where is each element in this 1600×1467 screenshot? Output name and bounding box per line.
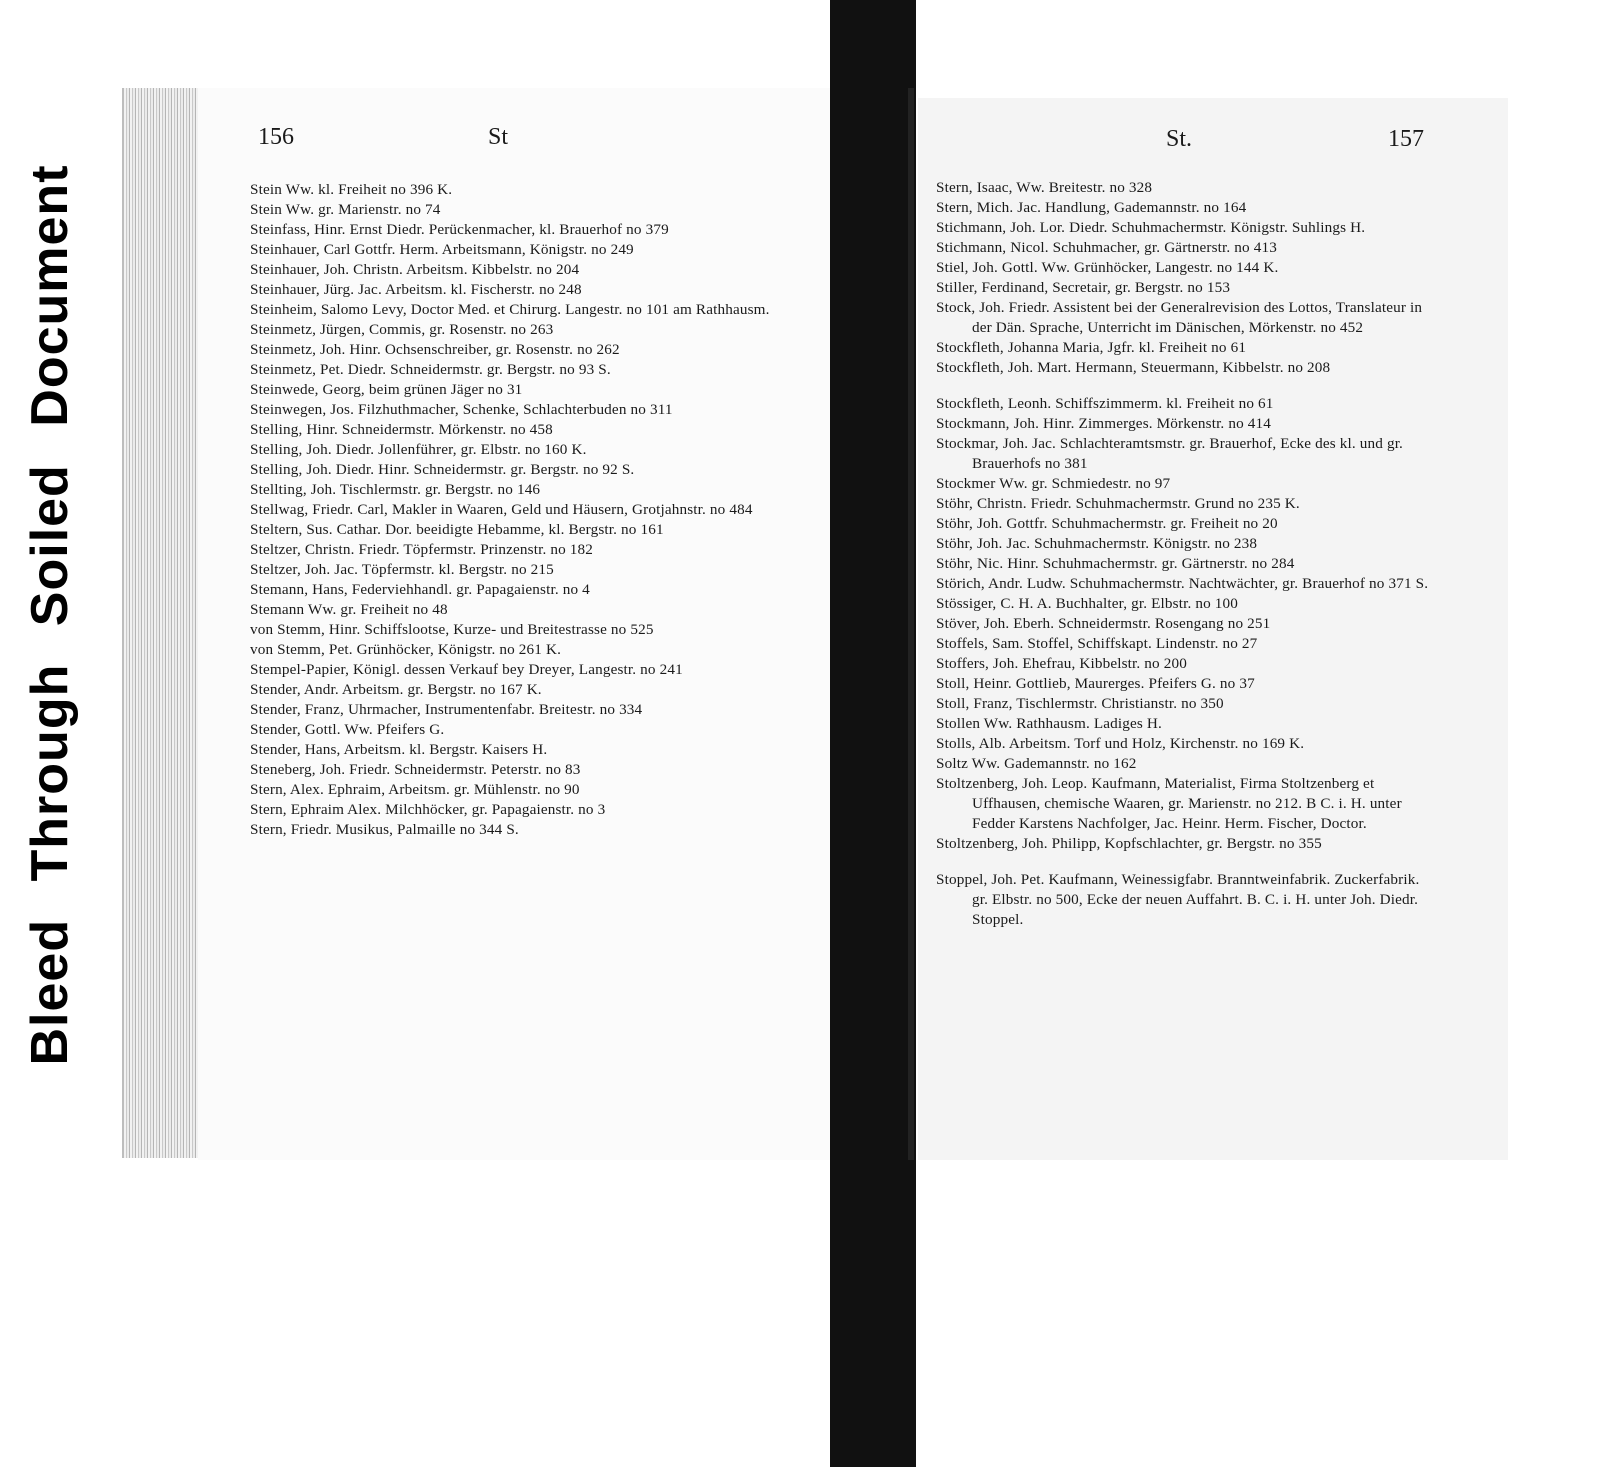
directory-entry: Stöhr, Nic. Hinr. Schuhmachermstr. gr. Gärtnerstr. no 284 [936, 555, 1295, 572]
directory-entry: Stöhr, Joh. Gottfr. Schuhmachermstr. gr. Freiheit no 20 [936, 515, 1278, 532]
gutter [908, 88, 914, 1160]
directory-entry: Stöhr, Joh. Jac. Schuhmachermstr. Königstr. no 238 [936, 535, 1258, 552]
right-entry-list [936, 178, 1436, 930]
page-edge [122, 88, 204, 1158]
directory-entry: Steinmetz, Joh. Hinr. Ochsenschreiber, gr. Rosenstr. no 262 [250, 341, 620, 358]
directory-entry: Stender, Franz, Uhrmacher, Instrumentenfabr. Breitestr. no 334 [250, 701, 643, 718]
directory-entry: Stein Ww. kl. Freiheit no 396 K. [250, 181, 453, 198]
directory-entry: Stelling, Joh. Diedr. Hinr. Schneidermstr. gr. Bergstr. no 92 S. [250, 461, 635, 478]
directory-entry: Stempel-Papier, Königl. dessen Verkauf bey Dreyer, Langestr. no 241 [250, 661, 683, 678]
directory-entry: Stein Ww. gr. Marienstr. no 74 [250, 201, 441, 218]
directory-entry: Steinmetz, Pet. Diedr. Schneidermstr. gr. Bergstr. no 93 S. [250, 361, 611, 378]
directory-entry: Stern, Isaac, Ww. Breitestr. no 328 [936, 179, 1153, 196]
directory-entry: Stöver, Joh. Eberh. Schneidermstr. Rosengang no 251 [936, 615, 1271, 632]
directory-entry: Steltzer, Joh. Jac. Töpfermstr. kl. Bergstr. no 215 [250, 561, 554, 578]
directory-entry: Stoppel, Joh. Pet. Kaufmann, Weinessigfabr. Branntweinfabrik. Zuckerfabrik. gr. Elbstr. no 500, Ecke der neuen Auffahrt. B. C. i. H. unter Joh. Diedr. Stoppel. [936, 871, 1420, 928]
directory-entry: Stockmann, Joh. Hinr. Zimmerges. Mörkenstr. no 414 [936, 415, 1271, 432]
directory-entry: Stock, Joh. Friedr. Assistent bei der Generalrevision des Lottos, Translateur in der Dän. Sprache, Unterricht im Dänischen, Mörkenstr. no 452 [936, 299, 1423, 336]
directory-entry: Stern, Ephraim Alex. Milchhöcker, gr. Papagaienstr. no 3 [250, 801, 606, 818]
directory-entry: Stolls, Alb. Arbeitsm. Torf und Holz, Kirchenstr. no 169 K. [936, 735, 1305, 752]
left-page-number: 156 [258, 124, 294, 150]
directory-entry: Stichmann, Nicol. Schuhmacher, gr. Gärtnerstr. no 413 [936, 239, 1277, 256]
entry-gap [936, 378, 1436, 394]
left-entry-list [250, 180, 820, 840]
directory-entry: Stoll, Franz, Tischlermstr. Christianstr. no 350 [936, 695, 1224, 712]
directory-entry: Stender, Andr. Arbeitsm. gr. Bergstr. no 167 K. [250, 681, 542, 698]
directory-entry: Stollen Ww. Rathhausm. Ladiges H. [936, 715, 1162, 732]
directory-entry: Steinmetz, Jürgen, Commis, gr. Rosenstr. no 263 [250, 321, 554, 338]
directory-entry: Stoltzenberg, Joh. Philipp, Kopfschlachter, gr. Bergstr. no 355 [936, 835, 1322, 852]
directory-entry: Stemann Ww. gr. Freiheit no 48 [250, 601, 448, 618]
directory-entry: Stemann, Hans, Federviehhandl. gr. Papagaienstr. no 4 [250, 581, 590, 598]
document-stamp [0, 70, 100, 1090]
right-page-number: 157 [1388, 126, 1424, 152]
directory-entry: Stern, Mich. Jac. Handlung, Gademannstr. no 164 [936, 199, 1247, 216]
directory-entry: Steinhauer, Carl Gottfr. Herm. Arbeitsmann, Königstr. no 249 [250, 241, 634, 258]
directory-entry: Stellwag, Friedr. Carl, Makler in Waaren, Geld und Häusern, Grotjahnstr. no 484 [250, 501, 753, 518]
directory-entry: Stockfleth, Leonh. Schiffszimmerm. kl. Freiheit no 61 [936, 395, 1274, 412]
open-book [118, 80, 1429, 1170]
directory-entry: Stiel, Joh. Gottl. Ww. Grünhöcker, Langestr. no 144 K. [936, 259, 1279, 276]
directory-entry: Stelling, Joh. Diedr. Jollenführer, gr. Elbstr. no 160 K. [250, 441, 587, 458]
directory-entry: von Stemm, Hinr. Schiffslootse, Kurze- und Breitestrasse no 525 [250, 621, 654, 638]
stamp-label: Bleed Through Soiled Document [21, 164, 79, 1066]
directory-entry: Stelling, Hinr. Schneidermstr. Mörkenstr. no 458 [250, 421, 553, 438]
directory-entry: Stender, Gottl. Ww. Pfeifers G. [250, 721, 445, 738]
directory-entry: Stockmer Ww. gr. Schmiedestr. no 97 [936, 475, 1171, 492]
directory-entry: Stoffels, Sam. Stoffel, Schiffskapt. Lindenstr. no 27 [936, 635, 1258, 652]
directory-entry: Soltz Ww. Gademannstr. no 162 [936, 755, 1137, 772]
directory-entry: Störich, Andr. Ludw. Schuhmachermstr. Nachtwächter, gr. Brauerhof no 371 S. [936, 575, 1429, 592]
directory-entry: Stiller, Ferdinand, Secretair, gr. Bergstr. no 153 [936, 279, 1231, 296]
right-running-head: St. [1166, 126, 1193, 152]
directory-entry: Steinwegen, Jos. Filzhuthmacher, Schenke, Schlachterbuden no 311 [250, 401, 673, 418]
directory-entry: von Stemm, Pet. Grünhöcker, Königstr. no 261 K. [250, 641, 562, 658]
directory-entry: Steinhauer, Joh. Christn. Arbeitsm. Kibbelstr. no 204 [250, 261, 580, 278]
left-page [198, 88, 911, 1160]
directory-entry: Stössiger, C. H. A. Buchhalter, gr. Elbstr. no 100 [936, 595, 1239, 612]
directory-entry: Stockfleth, Joh. Mart. Hermann, Steuermann, Kibbelstr. no 208 [936, 359, 1331, 376]
directory-entry: Stockmar, Joh. Jac. Schlachteramtsmstr. gr. Brauerhof, Ecke des kl. und gr. Brauerhofs no 381 [936, 435, 1404, 472]
directory-entry: Stoltzenberg, Joh. Leop. Kaufmann, Materialist, Firma Stoltzenberg et Uffhausen, chemische Waaren, gr. Marienstr. no 212. B C. i. H. unter Fedder Karstens Nachfolger, Jac. Heinr. Herm. Fischer, Doctor. [936, 775, 1402, 832]
directory-entry: Steinwede, Georg, beim grünen Jäger no 31 [250, 381, 523, 398]
directory-entry: Stöhr, Christn. Friedr. Schuhmachermstr. Grund no 235 K. [936, 495, 1300, 512]
directory-entry: Steltzer, Christn. Friedr. Töpfermstr. Prinzenstr. no 182 [250, 541, 594, 558]
left-running-head: St [488, 124, 509, 150]
right-page [918, 98, 1508, 1160]
directory-entry: Stoffers, Joh. Ehefrau, Kibbelstr. no 200 [936, 655, 1187, 672]
directory-entry: Stern, Alex. Ephraim, Arbeitsm. gr. Mühlenstr. no 90 [250, 781, 580, 798]
directory-entry: Steinhauer, Jürg. Jac. Arbeitsm. kl. Fischerstr. no 248 [250, 281, 582, 298]
binding-strip [830, 0, 916, 1467]
directory-entry: Stichmann, Joh. Lor. Diedr. Schuhmachermstr. Königstr. Suhlings H. [936, 219, 1366, 236]
directory-entry: Stockfleth, Johanna Maria, Jgfr. kl. Freiheit no 61 [936, 339, 1247, 356]
directory-entry: Steltern, Sus. Cathar. Dor. beeidigte Hebamme, kl. Bergstr. no 161 [250, 521, 664, 538]
directory-entry: Steneberg, Joh. Friedr. Schneidermstr. Peterstr. no 83 [250, 761, 581, 778]
directory-entry: Stern, Friedr. Musikus, Palmaille no 344 S. [250, 821, 519, 838]
directory-entry: Stender, Hans, Arbeitsm. kl. Bergstr. Kaisers H. [250, 741, 548, 758]
directory-entry: Stoll, Heinr. Gottlieb, Maurerges. Pfeifers G. no 37 [936, 675, 1255, 692]
directory-entry: Stellting, Joh. Tischlermstr. gr. Bergstr. no 146 [250, 481, 541, 498]
directory-entry: Steinfass, Hinr. Ernst Diedr. Perückenmacher, kl. Brauerhof no 379 [250, 221, 669, 238]
directory-entry: Steinheim, Salomo Levy, Doctor Med. et Chirurg. Langestr. no 101 am Rathhausm. [250, 301, 770, 318]
entry-gap [936, 854, 1436, 870]
